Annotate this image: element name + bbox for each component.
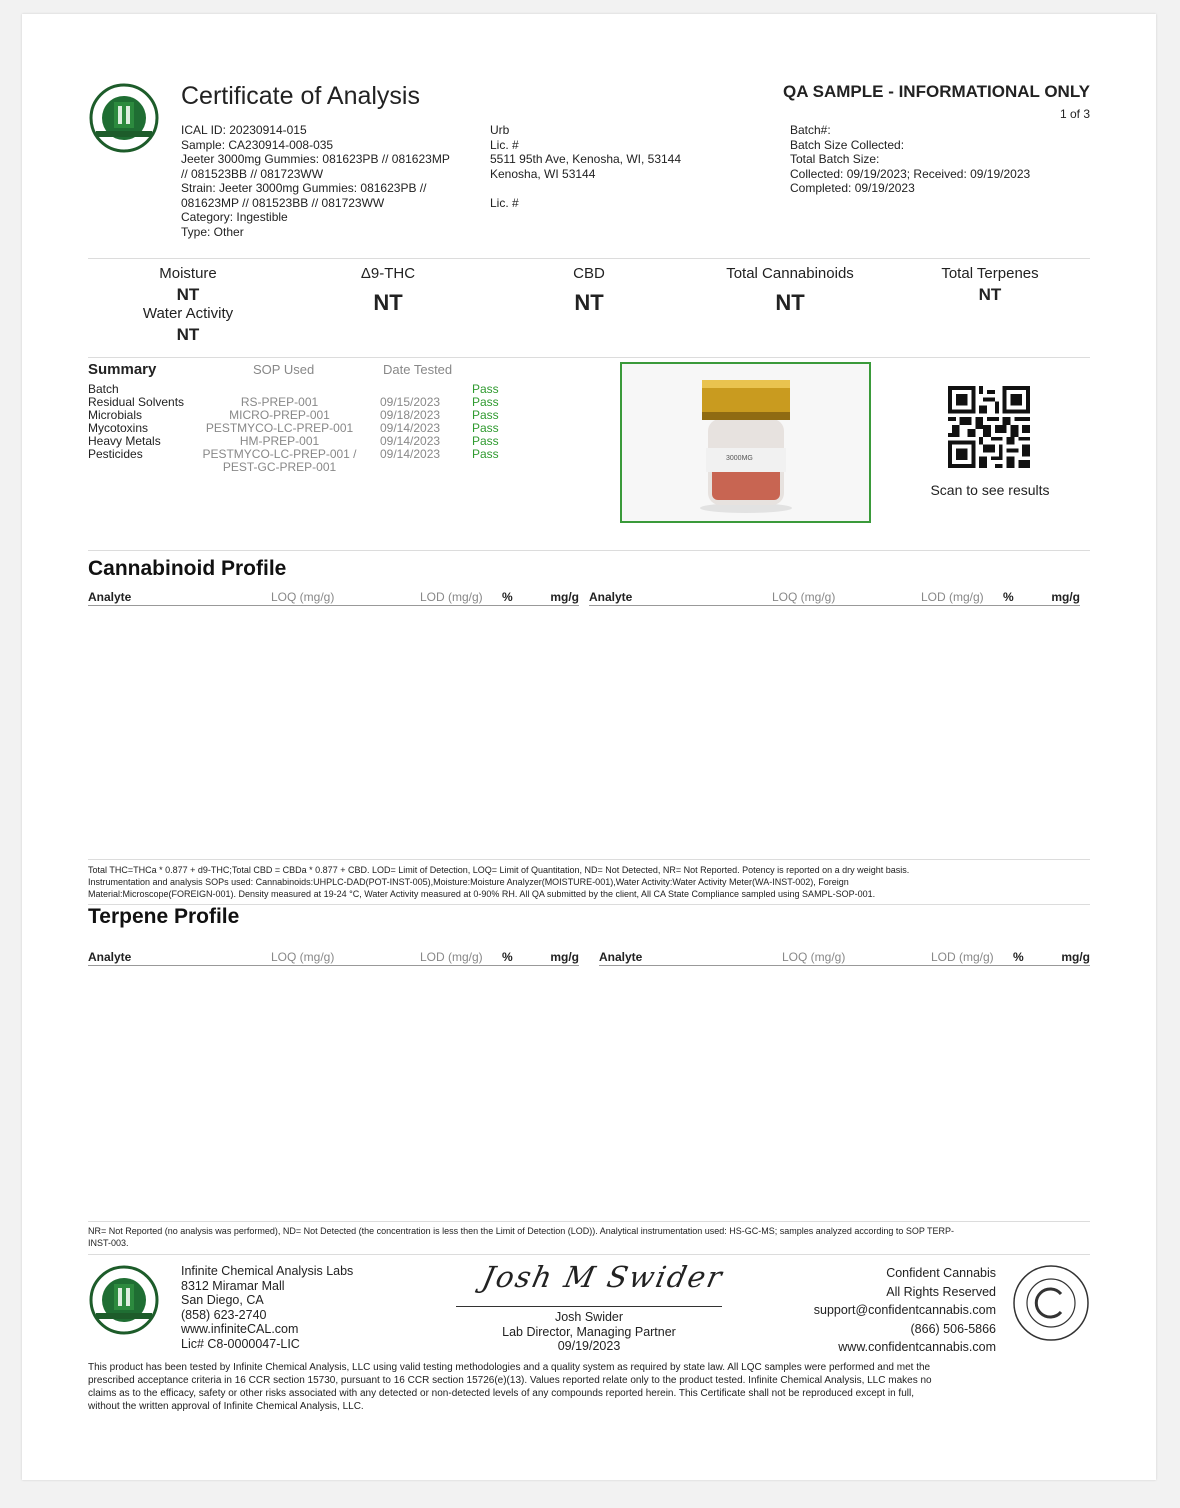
water-activity-value: NT <box>176 325 200 344</box>
footnote-line: INST-003. <box>88 1238 129 1248</box>
footnote-line: Total THC=THCa * 0.877 + d9-THC;Total CBD = CBDa * 0.877 + CBD. LOD= Limit of Detection, LOQ= Limit of Quantitation, ND= Not Detected, NR= Not Reported. Potency is reported on a dry weight basis. <box>88 865 910 875</box>
footnote-line: NR= Not Reported (no analysis was performed), ND= Not Detected (the concentration is less then the Limit of Detection (LOD)). Analytical instrumentation used: HS-GC-MS; samples analyzed according to SOP TERP- <box>88 1226 955 1236</box>
total-cannabinoids-label: Total Cannabinoids <box>726 265 854 282</box>
summary-date: 09/18/2023 <box>380 408 441 422</box>
footer-lab-info <box>181 1264 353 1351</box>
summary-date: 09/14/2023 <box>380 421 441 435</box>
footnote-line: Material:Microscope(FOREIGN-001). Density measured at 19-24 °C, Water Activity measured at 0-90% RH. All QA submitted by the client, All CA State Compliance sampled using SAMPL-SOP-001. <box>88 889 876 899</box>
footer-lab-logo <box>88 1260 160 1340</box>
signer-block <box>456 1310 722 1354</box>
thc-value: NT <box>373 290 403 315</box>
col-lod: LOD (mg/g) <box>420 590 483 604</box>
qr-caption: Scan to see results <box>930 482 1050 498</box>
batch-line: Batch#: <box>790 123 831 137</box>
summary-test: Residual Solvents <box>88 395 185 409</box>
col-percent: % <box>1003 590 1014 604</box>
total-terpenes-label: Total Terpenes <box>941 265 1039 282</box>
disclaimer <box>88 1361 1090 1413</box>
terpene-profile-title: Terpene Profile <box>88 905 240 928</box>
summary-tests <box>88 383 184 461</box>
cc-website[interactable]: www.confidentcannabis.com <box>838 1340 996 1354</box>
total-cannabinoids-block <box>690 265 890 316</box>
qa-banner: QA SAMPLE - INFORMATIONAL ONLY <box>783 82 1090 101</box>
client-lic: Lic. # <box>490 137 519 152</box>
col-mgg: mg/g <box>550 950 579 964</box>
signature-line <box>456 1306 722 1307</box>
summary-sop-extra: PEST-GC-PREP-001 <box>222 460 337 474</box>
summary-sop: RS-PREP-001 <box>240 395 319 409</box>
summary-test: Batch <box>88 382 119 396</box>
terpene-columns-right <box>599 950 1090 966</box>
confident-cannabis-logo <box>1012 1264 1090 1342</box>
summary-result: Pass <box>472 408 499 422</box>
divider <box>88 859 1090 860</box>
col-loq: LOQ (mg/g) <box>772 590 836 604</box>
sample-line: Strain: Jeeter 3000mg Gummies: 081623PB // <box>181 181 427 195</box>
col-loq: LOQ (mg/g) <box>782 950 846 964</box>
terpene-footnote <box>88 1225 1090 1249</box>
summary-dates <box>380 383 440 461</box>
cc-email[interactable]: support@confidentcannabis.com <box>813 1303 996 1317</box>
cannabinoid-footnote <box>88 864 1090 900</box>
sign-date: 09/19/2023 <box>557 1339 621 1353</box>
col-lod: LOD (mg/g) <box>420 950 483 964</box>
lab-logo <box>88 78 160 158</box>
signer-title: Lab Director, Managing Partner <box>502 1324 676 1339</box>
disclaimer-line: prescribed acceptance criteria in 16 CCR section 15730, pursuant to 16 CCR section 15726(e)(13). Values reported relate only to the product tested. Infinite Chemical Analysis, LLC makes no <box>88 1375 932 1386</box>
client-city: Kenosha, WI 53144 <box>490 166 596 181</box>
sample-line: Category: Ingestible <box>181 210 288 224</box>
col-mgg: mg/g <box>1051 590 1080 604</box>
summary-date: 09/14/2023 <box>380 434 441 448</box>
col-lod: LOD (mg/g) <box>921 590 984 604</box>
moisture-value: NT <box>176 285 200 304</box>
col-lod: LOD (mg/g) <box>931 950 994 964</box>
divider <box>88 357 1090 358</box>
col-analyte: Analyte <box>88 950 132 964</box>
client-info <box>490 123 730 210</box>
summary-sops <box>192 383 367 474</box>
summary-test: Mycotoxins <box>88 421 149 435</box>
summary-result: Pass <box>472 382 499 396</box>
sample-line: Type: Other <box>181 224 244 239</box>
product-image <box>620 362 871 523</box>
divider <box>88 1221 1090 1222</box>
signature <box>478 1260 728 1302</box>
disclaimer-line: without the written approval of Infinite Chemical Analysis, LLC. <box>88 1401 364 1412</box>
cc-line: Confident Cannabis <box>886 1266 996 1280</box>
lab-line: 8312 Miramar Mall <box>181 1278 285 1293</box>
sample-line: Sample: CA230914-008-035 <box>181 137 334 152</box>
col-loq: LOQ (mg/g) <box>271 950 335 964</box>
moisture-label: Moisture <box>159 265 217 282</box>
moisture-block <box>88 265 288 345</box>
lab-website[interactable]: www.infiniteCAL.com <box>181 1322 299 1336</box>
batch-line: Batch Size Collected: <box>790 137 905 152</box>
col-percent: % <box>502 950 513 964</box>
summary-sop: MICRO-PREP-001 <box>229 408 330 422</box>
col-analyte: Analyte <box>88 590 132 604</box>
page-count: 1 of 3 <box>1059 107 1090 121</box>
water-activity-label: Water Activity <box>142 305 234 322</box>
total-cannabinoids-value: NT <box>775 290 805 315</box>
col-analyte: Analyte <box>589 590 633 604</box>
divider <box>88 258 1090 259</box>
cannabinoid-columns-left <box>88 590 579 606</box>
cbd-block <box>489 265 689 316</box>
sample-info <box>181 123 491 239</box>
col-loq: LOQ (mg/g) <box>271 590 335 604</box>
terpene-columns-left <box>88 950 579 966</box>
signature-script: Josh M Swider <box>479 1260 727 1294</box>
col-percent: % <box>1013 950 1024 964</box>
product-label: 3000MG <box>726 455 753 462</box>
sample-line: // 081523BB // 081723WW <box>181 166 324 181</box>
cannabinoid-columns-right <box>589 590 1080 606</box>
summary-result: Pass <box>472 447 499 461</box>
col-mgg: mg/g <box>550 590 579 604</box>
total-terpenes-value: NT <box>978 285 1002 304</box>
lab-line: Infinite Chemical Analysis Labs <box>181 1264 354 1278</box>
col-mgg: mg/g <box>1061 950 1090 964</box>
sop-header: SOP Used <box>253 362 315 377</box>
cbd-value: NT <box>574 290 604 315</box>
summary-test: Heavy Metals <box>88 434 161 448</box>
divider <box>88 550 1090 551</box>
summary-results <box>472 383 499 461</box>
summary-result: Pass <box>472 421 499 435</box>
signer-name: Josh Swider <box>554 1310 624 1324</box>
disclaimer-line: This product has been tested by Infinite Chemical Analysis, LLC using valid testing methodologies and a quality system as required by state law. All LQC samples were performed and met the <box>88 1362 931 1373</box>
cbd-label: CBD <box>573 265 605 282</box>
summary-title: Summary <box>88 361 157 378</box>
col-percent: % <box>502 590 513 604</box>
cannabinoid-profile-title: Cannabinoid Profile <box>88 557 287 580</box>
sample-line: ICAL ID: 20230914-015 <box>181 123 307 137</box>
summary-date: 09/15/2023 <box>380 395 441 409</box>
summary-date: 09/14/2023 <box>380 447 441 461</box>
cc-phone: (866) 506-5866 <box>910 1321 996 1336</box>
cc-line: All Rights Reserved <box>886 1284 996 1299</box>
lab-line: Lic# C8-0000047-LIC <box>181 1336 300 1351</box>
client-lic-2: Lic. # <box>490 195 519 210</box>
date-header: Date Tested <box>383 362 453 377</box>
summary-test: Microbials <box>88 408 143 422</box>
summary-result: Pass <box>472 395 499 409</box>
summary-test: Pesticides <box>88 447 143 461</box>
batch-info <box>790 123 1090 196</box>
footnote-line: Instrumentation and analysis SOPs used: Cannabinoids:UHPLC-DAD(POT-INST-005),Moisture:Moisture Analyzer(MOISTURE-001),Water Activity:Water Activity Meter(WA-INST-002), Foreign <box>88 877 849 887</box>
confident-cannabis-info <box>814 1264 996 1357</box>
disclaimer-line: claims as to the efficacy, safety or other risks associated with any detected or non-detected levels of any compounds reported herein. This Certificate shall not be reproduced except in full, <box>88 1388 914 1399</box>
lab-line: (858) 623-2740 <box>181 1307 267 1322</box>
total-terpenes-block <box>890 265 1090 305</box>
certificate-page <box>22 14 1156 1480</box>
lab-line: San Diego, CA <box>181 1293 264 1307</box>
qr-code[interactable] <box>948 386 1030 468</box>
batch-line: Completed: 09/19/2023 <box>790 181 915 195</box>
col-analyte: Analyte <box>599 950 643 964</box>
batch-line: Total Batch Size: <box>790 152 880 166</box>
sample-line: 081623MP // 081523BB // 081723WW <box>181 195 385 210</box>
batch-line: Collected: 09/19/2023; Received: 09/19/2023 <box>790 166 1031 181</box>
summary-sop: HM-PREP-001 <box>239 434 320 448</box>
summary-result: Pass <box>472 434 499 448</box>
divider <box>88 1254 1090 1255</box>
page-title: Certificate of Analysis <box>181 82 420 110</box>
summary-sop: PESTMYCO-LC-PREP-001 <box>205 421 354 435</box>
client-name: Urb <box>490 123 510 137</box>
client-address: 5511 95th Ave, Kenosha, WI, 53144 <box>490 152 682 166</box>
summary-sop: PESTMYCO-LC-PREP-001 / <box>202 447 357 461</box>
sample-line: Jeeter 3000mg Gummies: 081623PB // 081623MP <box>181 152 450 166</box>
thc-block <box>288 265 488 316</box>
thc-label: Δ9-THC <box>360 265 416 282</box>
